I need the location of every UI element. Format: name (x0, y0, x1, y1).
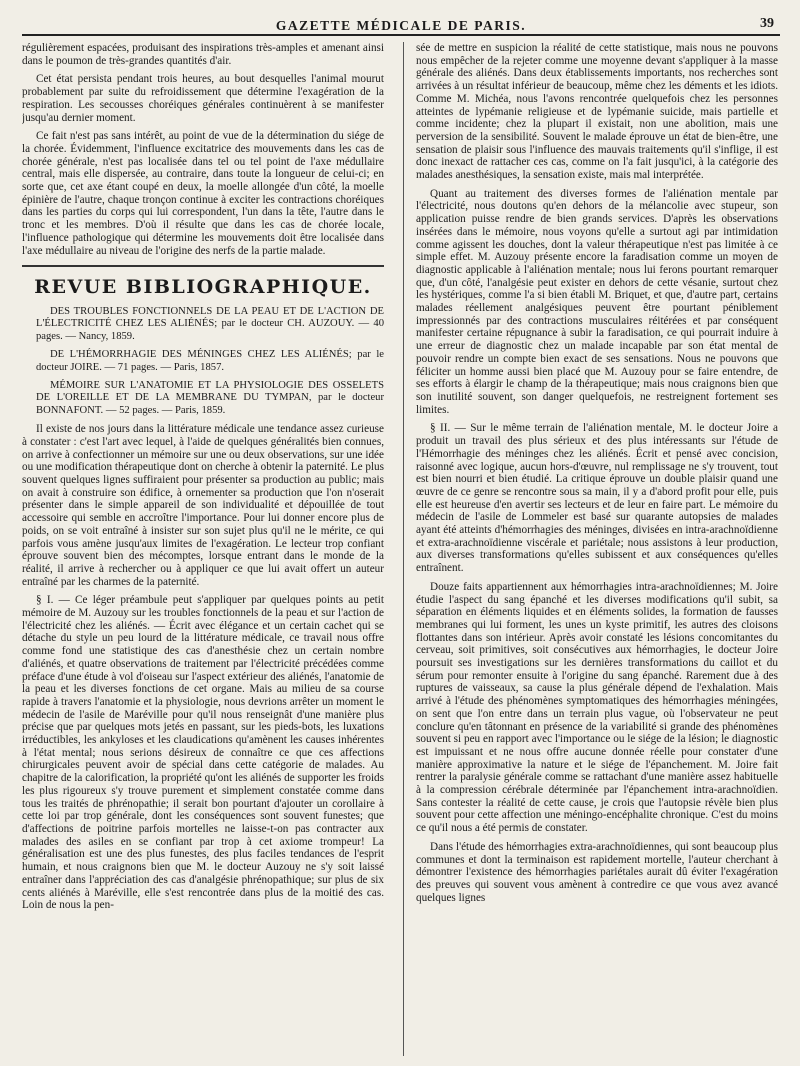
paragraph: § I. — Ce léger préambule peut s'appliquer par quelques points au petit mémoire de M. Auzouy sur les troubles fonctionnels de la peau et sur l'action de l'électricité chez les aliénés. — Écrit avec élégance et un certain cachet qui se détache du style un peu lourd de la littérature médicale, ce travail nous offre comme fond une statistique des cas d'anesthésie chez un certain nombre d'aliénés, et quatre observations de traitement par l'électricité précédées comme préface d'une étude à vol d'oiseau sur l'aspect extérieur des aliénés, l'anatomie de la peau et les diverses fonctions de cet organe. Mais au milieu de sa course rapide à travers l'anatomie et la physiologie, nous devrions arrêter un moment le médecin de l'asile de Maréville pour qu'il nous renseignât d'une manière plus précise que par quelques mots jetés en passant, sur les pieds-bots, les luxations irréductibles, les ankyloses et les claudications qu'amènent les causes inhérentes à l'état mental; nous serions désireux de connaître ce que ces affections chirurgicales peuvent avoir de spécial dans cette catégorie de malades. Au chapitre de la calorification, la propriété qu'ont les aliénés de supporter les froids les plus rigoureux s'y trouve purement et simplement constatée comme dans tous les traités de phrénopathie; il serait bon pourtant d'ajouter un corollaire à cette loi par trop générale, dont les conséquences sont souvent funestes; que d'affections de poitrine parfois mortelles ne laisse-t-on pas contracter aux malades des asiles en se confiant par trop à cet axiome trompeur! La généralisation est une des plus funestes, des plus faciles tendances de l'esprit humain, et nous craignons bien que M. le docteur Auzouy ne s'y soit laissé entraîner dans l'appréciation des cas d'analgésie phrénopathique; sur plus de six cents aliénés à Maréville, elle s'est rencontrée dans plus de la moitié des cas. Loin de nous la pen- (22, 594, 384, 912)
page-number: 39 (760, 16, 774, 31)
newspaper-page (22, 8, 780, 1058)
paragraph: Ce fait n'est pas sans intérêt, au point de vue de la détermination du siége de la chorée. Évidemment, l'influence excitatrice des mouvements dans les cas de chorée générale, n'est pas localisée dans tel ou tel point de l'axe médullaire central, mais elle dispersée, au contraire, dans toute la longueur de celui-ci; en sorte que, cet axe étant coupé en deux, la moelle allongée d'un côté, la moelle épinière de l'autre, chaque tronçon continue à exciter les contractions choréiques dans les parties du corps qui lui correspondent, l'un dans la tête, l'autre dans le tronc et les membres. D'où il résulte que dans les cas de chorée locale, l'influence pathologique qui détermine les mouvements doit être localisée dans l'axe médullaire au niveau de l'origine des nerfs de la partie malade. (22, 130, 384, 257)
left-column (22, 42, 384, 1056)
paragraph: § II. — Sur le même terrain de l'aliénation mentale, M. le docteur Joire a produit un travail des plus sérieux et des plus intéressants sur l'étude de l'Hémorrhagie des méninges chez les aliénés. Écrit et pensé avec concision, raisonné avec logique, aucun hors-d'œuvre, nul remplissage ne s'y trouvent, tout est bien nourri et bien étudié. La critique éprouve un double plaisir quand une œuvre de ce genre se rencontre sous sa main, il y a d'abord profit pour elle, puis elle est heureuse d'en avertir ses lecteurs et de leur en faire part. Le mémoire du médecin de l'asile de Lommeler est basé sur quarante autopsies de malades ayant été atteints d'hémorrhagies des méninges, divisées en intra-arachnoïdienne et extra-arachnoïdienne viscérale et pariétale; nous assistons à leur production, aux diverses transformations qu'elles subissent et aux conséquences qu'elles entraînent. (416, 422, 778, 575)
section-divider (22, 265, 384, 267)
page-header (22, 8, 780, 36)
right-column (416, 42, 778, 1056)
bibliographic-reference: DES TROUBLES FONCTIONNELS DE LA PEAU ET DE L'ACTION DE L'ÉLECTRICITÉ CHEZ LES ALIÉNÉS; par le docteur CH. AUZOUY. — 40 pages. — Nancy, 1859. (36, 305, 384, 342)
bibliographic-reference: MÉMOIRE SUR L'ANATOMIE ET LA PHYSIOLOGIE DES OSSELETS DE L'OREILLE ET DE LA MEMBRANE DU TYMPAN, par le docteur BONNAFONT. — 52 pages. — Paris, 1859. (36, 379, 384, 416)
paragraph: Quant au traitement des diverses formes de l'aliénation mentale par l'électricité, nous doutons qu'en dehors de la mélancolie avec stupeur, son application puisse rendre de bien grands services. D'après les observations insérées dans le mémoire, nous voyons qu'elle a surtout agi par intimidation comme agissent les douches, dont la valeur thérapeutique n'est pas limitée à ce simple effet. M. Auzouy présente encore la faradisation comme un moyen de diagnostic applicable à l'aliénation mentale; nous lui ferons pourtant remarquer que, d'un côté, l'analgésie peut exister en dehors de cette vésanie, surtout chez les hystériques, comme l'a si bien établi M. Briquet, et que, d'autre part, certains malades réellement analgésiques peuvent être pourtant péniblement impressionnés par des contractions musculaires réitérées et par conséquent manifester certaine répugnance à subir la faradisation, ce qui pourrait induire à une erreur de diagnostic chez un malade incapable par son état mental de pouvoir rendre un compte bien exact de ses sensations. Nous ne pouvons que féliciter un homme aussi bien placé que M. Auzouy pour se faire entendre, de ses efforts à élargir le champ de la thérapeutique; mais nous craignons bien que son inutilité souvent, son danger quelquefois, ne restreignent fortement ses limites. (416, 187, 778, 416)
column-rule (403, 42, 404, 1056)
bibliographic-reference: DE L'HÉMORRHAGIE DES MÉNINGES CHEZ LES ALIÉNÉS; par le docteur JOIRE. — 71 pages. — Paris, 1857. (36, 349, 384, 373)
paragraph: régulièrement espacées, produisant des inspirations très-amples et amenant ainsi dans le poumon de très-grandes quantités d'air. (22, 42, 384, 67)
paragraph: Il existe de nos jours dans la littérature médicale une tendance assez curieuse à constater : c'est l'art avec lequel, à l'aide de quelques généralités bien connues, on arrive à confectionner un mémoire sur une ou deux observations, sur une idée ou une modification thérapeutique dont on cherche à obtenir la paternité. Le plus souvent quelques lignes suffiraient pour présenter sa production au public; mais on avait à construire son édifice, à ornementer sa production que l'on n'oserait présenter dans le simple appareil de son individualité et dépouillée de tout accessoire qui semble en accroître l'importance. Pour lui donner encore plus de poids, on se voit entraîné à insister sur son sujet plus qu'il ne le mérite, ce qui parfois vous amène jusqu'aux limites de l'exagération. Le lecteur trop confiant éprouve souvent bien des mécomptes, lorsque entrant dans le monde de la réalité, il arrive à rechercher ou à appliquer ce que lui avait offert un auteur entraîné par les charmes de la paternité. (22, 423, 384, 588)
paragraph: Douze faits appartiennent aux hémorrhagies intra-arachnoïdiennes; M. Joire étudie l'aspect du sang épanché et les diverses modifications qu'il subit, sa séparation en éléments liquides et en éléments solides, la formation de fausses membranes qui lui forment, les unes un kyste primitif, les autres des cloisons flottantes dans son intérieur. Après avoir constaté les lésions concomitantes du cerveau, soit primitives, soit consécutives aux hémorrhagies, le docteur Joire poursuit ses investigations sur les dernières transformations du caillot et du sérum pour remonter ensuite à l'origine du sang épanché. Rarement due à des ruptures de vaisseaux, sa cause la plus générale dépend de l'exhalation. Mais arrivé à l'étude des phénomènes symptomatiques des hémorrhagies méningées, on sent que l'on entre dans un terrain plus vague, où l'observateur ne peut conclure qu'en tâtonnant en présence de la variabilité si grande des phénomènes souvent si peu en rapport avec l'importance ou le siége de la lésion; le diagnostic est impuissant et ne nous offre aucune donnée réelle pour constater d'une manière approximative la nature et le siége de l'épanchement. M. Joire fait rentrer la paralysie générale comme se rattachant d'une manière assez habituelle à la compression cérébrale déterminée par l'épanchement intra-arachnoïdien. Sans contester la réalité de cette cause, je crois que l'autopsie révèle bien plus souvent pour cette affection une méningo-encéphalite chronique. C'est du moins ce qu'il nous a été permis de constater. (416, 580, 778, 835)
paragraph: Cet état persista pendant trois heures, au bout desquelles l'animal mourut probablement par suite du refroidissement que détermine l'exagération de la respiration. Les secousses choréiques générales continuèrent à se manifester jusqu'au dernier moment. (22, 73, 384, 124)
section-title: REVUE BIBLIOGRAPHIQUE. (34, 276, 372, 299)
paragraph: Dans l'étude des hémorrhagies extra-arachnoïdiennes, qui sont beaucoup plus communes et dont la terminaison est rapidement mortelle, l'auteur cherchant à démontrer l'existence des hémorrhagies pariétales aurait dû éviter l'exagération des preuves qui souvent vous amènent à contredire ce que vous avez avancé quelques lignes (416, 840, 778, 904)
paragraph: sée de mettre en suspicion la réalité de cette statistique, mais nous ne pouvons nous empêcher de la rejeter comme une moyenne devant s'appliquer à la masse générale des aliénés. Dans deux établissements importants, nos recherches sont arrivées à un résultat inférieur de beaucoup, même chez les déments et les idiots. Comme M. Michéa, nous l'avons rencontrée quelquefois chez les personnes atteintes de lypémanie religieuse et de lypémanie suicide, mais partielle et comme incidente; chez la plupart il existait, non une abolition, mais une perversion de la sensibilité. Souvent le malade éprouve un état de bien-être, une sensation de plaisir sous l'influence des mauvais traitements qu'il s'inflige, il est donc inexact de rattacher ces cas, comme on l'a fait jusqu'ici, à la catégorie des malades anesthésiques, la sensation existe, mais mal interprétée. (416, 42, 778, 182)
publication-title: GAZETTE MÉDICALE DE PARIS. (275, 18, 527, 33)
